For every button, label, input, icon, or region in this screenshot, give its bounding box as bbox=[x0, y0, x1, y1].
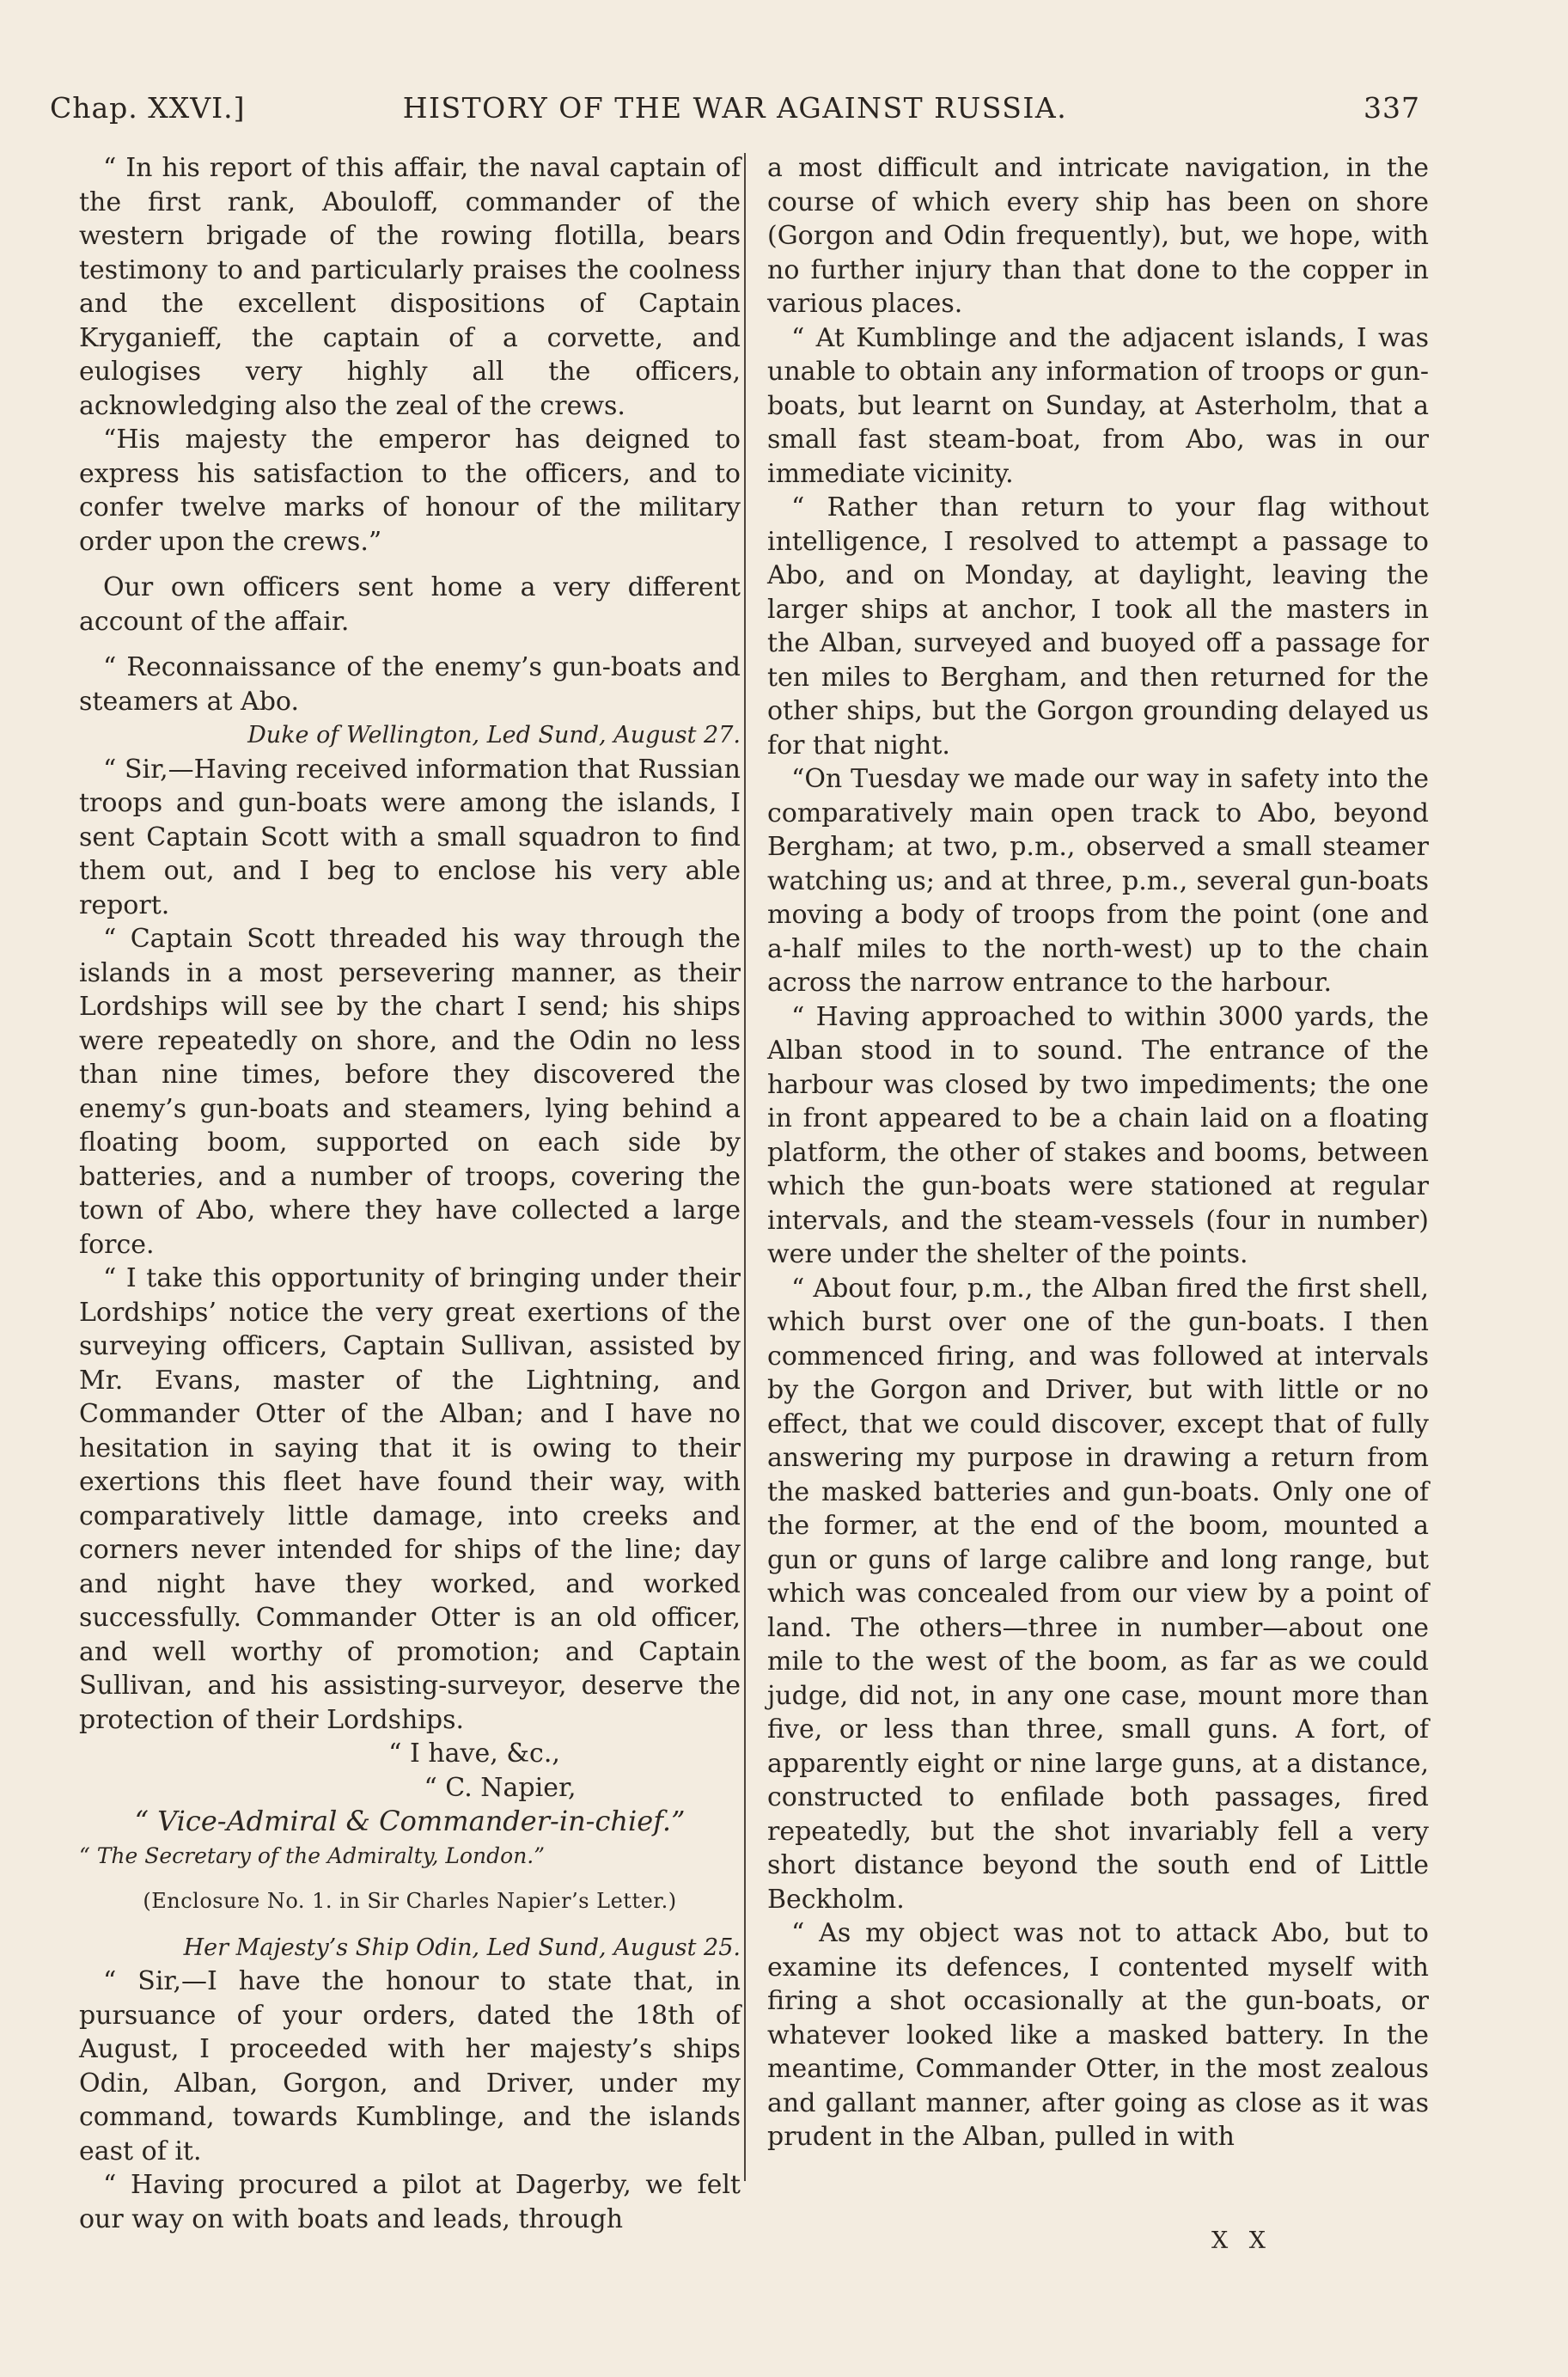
paragraph: “ Sir,—Having received information that Russian troops and gun-boats were among the islands, I sent Captain Scott with a small squadron to find them out, and I beg to enclose his very able report. bbox=[79, 754, 741, 920]
column-divider bbox=[744, 153, 746, 2181]
enclosure-heading: (Enclosure No. 1. in Sir Charles Napier’s Letter.) bbox=[143, 1889, 677, 1913]
paragraph: “ Sir,—I have the honour to state that, in pursuance of your orders, dated the 18th of August, I proceeded with her majesty’s ships Odin, Alban, Gorgon, and Driver, under my command, towards Kumblinge, and the islands east of it. bbox=[79, 1966, 741, 2166]
paragraph: “ At Kumblinge and the adjacent islands, I was unable to obtain any information of troops or gun-boats, but learnt on Sunday, at Asterholm, that a small fast steam-boat, from Abo, was in our immediate vicinity. bbox=[767, 322, 1429, 489]
signature-mark: X X bbox=[1211, 2227, 1273, 2254]
paragraph: “ Having procured a pilot at Dagerby, we felt our way on with boats and leads, through bbox=[79, 2170, 741, 2234]
signature-title: “ Vice-Admiral & Commander-in-chief.” bbox=[134, 1805, 686, 1837]
paragraph: “ Having approached to within 3000 yards, the Alban stood in to sound. The entrance of the harbour was closed by two impediments; the one in front appeared to be a chain laid on a floating platform, the other of stakes and booms, between which the gun-boats were stationed at regular intervals, and the steam-vessels (four in number) were under the shelter of the points. bbox=[767, 1001, 1429, 1269]
paragraph: Our own officers sent home a very different account of the affair. bbox=[79, 572, 741, 637]
paragraph: “ As my object was not to attack Abo, but to examine its defences, I contented myself with firing a shot occasionally at the gun-boats, or whatever looked like a masked battery. In the meantime, Commander Otter, in the most zealous and gallant manner, after going as close as it was prudent in the Alban, pulled in with bbox=[767, 1918, 1429, 2152]
signature-name: “ C. Napier, bbox=[424, 1772, 577, 1803]
paragraph: “His majesty the emperor has deigned to express his satisfaction to the officers, and to confer twelve marks of honour of the military order upon the crews.” bbox=[79, 425, 741, 557]
left-column bbox=[79, 151, 741, 2236]
page-number: 337 bbox=[1364, 91, 1420, 125]
paragraph: “ In his report of this affair, the naval captain of the first rank, Abouloff, commander of the western brigade of the rowing flotilla, bears testimony to and particularly praises the coolness and the excellent dispositions of Captain Kryganieff, the captain of a corvette, and eulogises very highly all the officers, acknowledging also the zeal of the crews. bbox=[79, 153, 741, 421]
running-title: HISTORY OF THE WAR AGAINST RUSSIA. bbox=[402, 91, 1068, 125]
paragraph: “ Reconnaissance of the enemy’s gun-boats and steamers at Abo. bbox=[79, 652, 741, 717]
dateline: Duke of Wellington, Led Sund, August 27. bbox=[247, 722, 741, 749]
paragraph: “ Rather than return to your flag without intelligence, I resolved to attempt a passage to Abo, and on Monday, at daylight, leaving the larger ships at anchor, I took all the masters in the Alban, surveyed and buoyed off a passage for ten miles to Bergham, and then returned for the other ships, but the Gorgon grounding delayed us for that night. bbox=[767, 492, 1429, 761]
closing-line: “ I have, &c., bbox=[388, 1738, 560, 1769]
paragraph: “ Captain Scott threaded his way through the islands in a most persevering manner, as their Lordships will see by the chart I send; his ships were repeatedly on shore, and the Odin no less than nine times, before they discovered the enemy’s gun-boats and steamers, lying behind a floating boom, supported on each side by batteries, and a number of troops, covering the town of Abo, where they have collected a large force. bbox=[79, 924, 741, 1260]
paragraph: “ I take this opportunity of bringing under their Lordships’ notice the very great exertions of the surveying officers, Captain Sullivan, assisted by Mr. Evans, master of the Lightning, and Commander Otter of the Alban; and I have no hesitation in saying that it is owing to their exertions this fleet have found their way, with comparatively little damage, into creeks and corners never intended for ships of the line; day and night have they worked, and worked successfully. Commander Otter is an old officer, and well worthy of promotion; and Captain Sullivan, and his assisting-surveyor, deserve the protection of their Lordships. bbox=[79, 1263, 741, 1735]
right-column bbox=[767, 151, 1429, 2154]
chapter-label: Chap. XXVI.] bbox=[50, 91, 246, 125]
paragraph: a most difficult and intricate navigation, in the course of which every ship has been on shore (Gorgon and Odin frequently), but, we hope, with no further injury than that done to the copper in various places. bbox=[767, 153, 1429, 319]
running-header bbox=[50, 84, 1420, 132]
paragraph: “ About four, p.m., the Alban fired the first shell, which burst over one of the gun-boats. I then commenced firing, and was followed at intervals by the Gorgon and Driver, but with little or no effect, that we could discover, except that of fully answering my purpose in drawing a return from the masked batteries and gun-boats. Only one of the former, at the end of the boom, mounted a gun or guns of large calibre and long range, but which was concealed from our view by a point of land. The others—three in number—about one mile to the west of the boom, as far as we could judge, did not, in any one case, mount more than five, or less than three, small guns. A fort, of apparently eight or nine large guns, at a distance, constructed to enfilade both passages, fired repeatedly, but the shot invariably fell a very short distance beyond the south end of Little Beckholm. bbox=[767, 1273, 1429, 1915]
addressee: “ The Secretary of the Admiralty, London.” bbox=[79, 1842, 546, 1868]
paragraph: “On Tuesday we made our way in safety into the comparatively main open track to Abo, beyond Bergham; at two, p.m., observed a small steamer watching us; and at three, p.m., several gun-boats moving a body of troops from the point (one and a-half miles to the north-west) up to the chain across the narrow entrance to the harbour. bbox=[767, 764, 1429, 998]
dateline: Her Majesty’s Ship Odin, Led Sund, August 25. bbox=[183, 1934, 741, 1961]
